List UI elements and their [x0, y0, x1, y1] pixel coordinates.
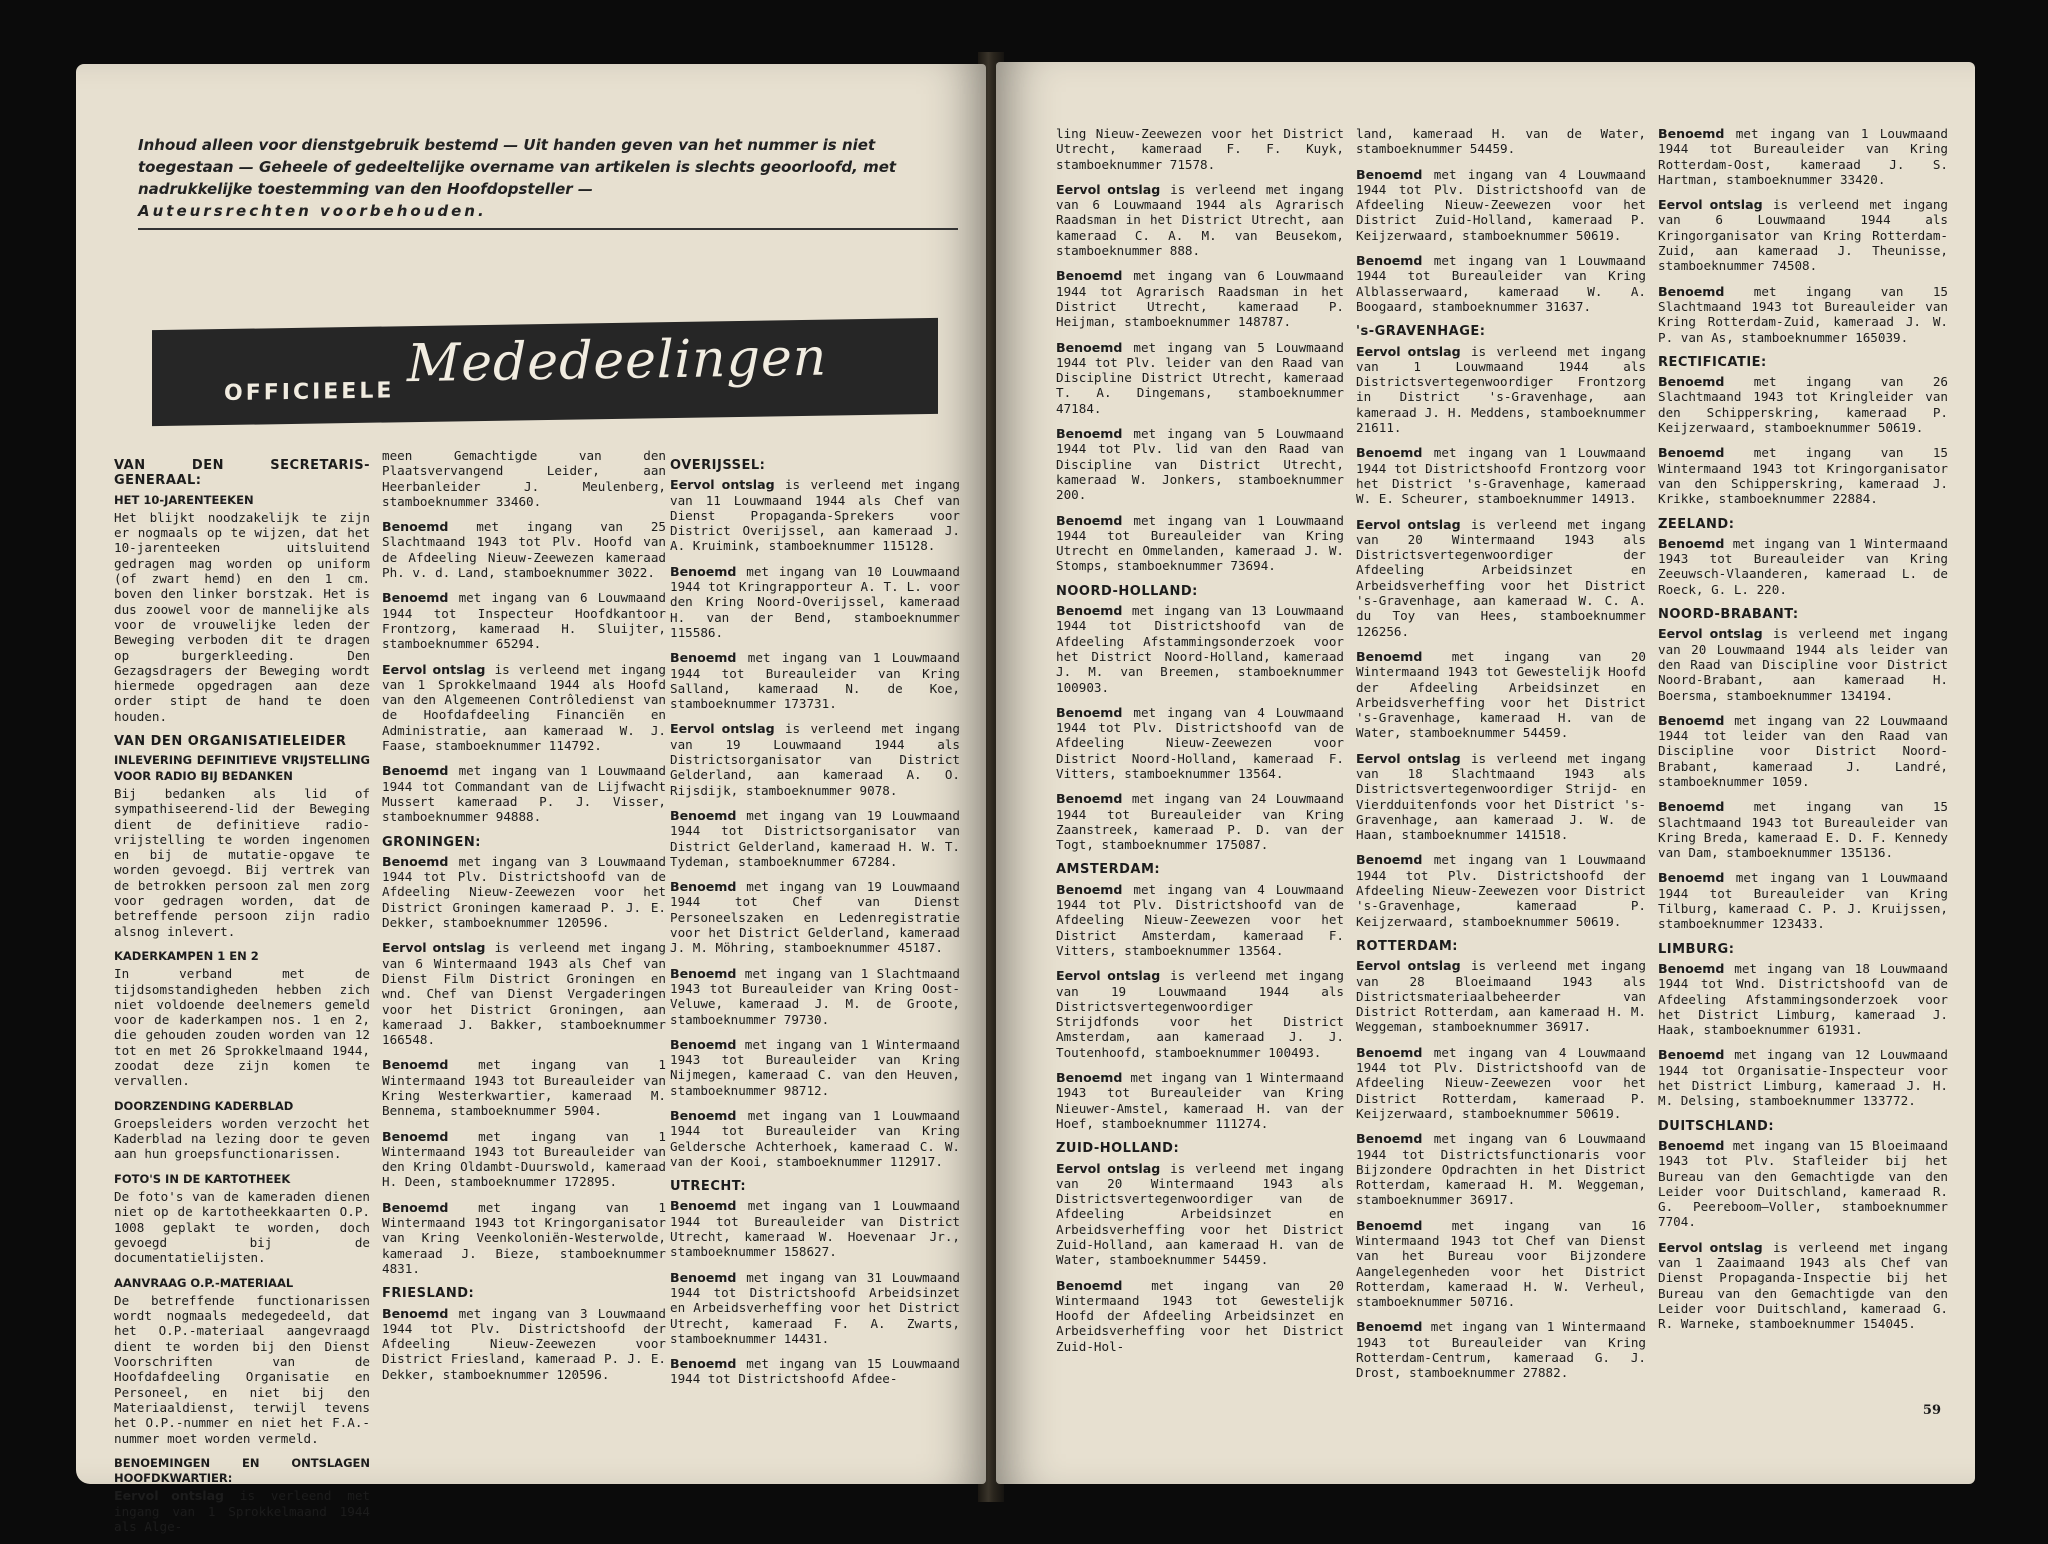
- lead-phrase: Eervol ontslag: [670, 477, 775, 493]
- paragraph: Benoemd met ingang van 1 Louwmaand 1944 tot Bureauleider van Kring Rotterdam-Oost, kameraad J. S. Hartman, stamboeknummer 33420.: [1658, 126, 1948, 187]
- paragraph: Benoemd met ingang van 4 Louwmaand 1944 tot Plv. Districtshoofd van de Afdeeling Nieuw-Zeewezen voor het District Rotterdam, kameraad P. Keijzerwaard, stamboeknummer 50619.: [1356, 1044, 1646, 1121]
- paragraph: meen Gemachtigde van den Plaatsvervangend Leider, aan Heerbanleider J. Meulenberg, stamboeknummer 33460.: [382, 448, 666, 509]
- paragraph: Benoemd met ingang van 1 Louwmaand 1944 tot Bureauleider van Kring Alblasserwaard, kameraad W. A. Boogaard, stamboeknummer 31637.: [1356, 253, 1646, 314]
- paragraph: Benoemd met ingang van 1 Louwmaand 1944 tot Commandant van de Lijfwacht Mussert kameraad P. J. Visser, stamboeknummer 94888.: [382, 763, 666, 825]
- lead-phrase: Benoemd: [670, 879, 737, 895]
- paragraph: Benoemd met ingang van 4 Louwmaand 1944 tot Plv. Districtshoofd van de Afdeeling Nieuw-Zeewezen voor District Noord-Holland, kameraad F. Vitters, stamboeknummer 13564.: [1056, 704, 1344, 781]
- lead-phrase: Benoemd: [1658, 283, 1725, 299]
- lead-phrase: Benoemd: [1056, 704, 1123, 720]
- region-heading: ZEELAND:: [1658, 516, 1735, 532]
- lead-phrase: Benoemd: [1658, 1047, 1725, 1063]
- region-heading: NOORD-HOLLAND:: [1056, 583, 1198, 599]
- subheading: DOORZENDING KADERBLAD: [114, 1098, 294, 1113]
- banner-prefix: OFFICIEELE: [224, 378, 395, 407]
- paragraph: Benoemd met ingang van 4 Louwmaand 1944 tot Plv. Districtshoofd van de Afdeeling Nieuw-Zeewezen voor het District Zuid-Holland, kameraad P. Keijzerwaard, stamboeknummer 50619.: [1356, 166, 1646, 243]
- paragraph: Benoemd met ingang van 5 Louwmaand 1944 tot Plv. lid van den Raad van Discipline van District Utrecht, kameraad W. Jonkers, stamboeknummer 200.: [1056, 426, 1344, 503]
- lead-phrase: Eervol ontslag: [670, 721, 775, 737]
- header-notice: [138, 134, 968, 230]
- region-heading: FRIESLAND:: [382, 1286, 475, 1302]
- region-heading: 's-GRAVENHAGE:: [1356, 324, 1486, 340]
- lead-phrase: Eervol ontslag: [1658, 1239, 1763, 1255]
- lead-phrase: Benoemd: [1056, 881, 1123, 897]
- paragraph: Eervol ontslag is verleend met ingang van 20 Wintermaand 1943 als Districtsvertegenwoordiger der Afdeeling Arbeidsinzet en Arbeidsverheffing voor het District 's-Gravenhage, aan kameraad W. C. A. du Toy van Hees, stamboeknummer 126256.: [1356, 516, 1647, 639]
- paragraph: Benoemd met ingang van 15 Wintermaand 1943 tot Kringorganisator van den Schipperskring, kameraad J. Krikke, stamboeknummer 22884.: [1658, 445, 1948, 507]
- lead-phrase: Eervol ontslag: [1056, 1160, 1161, 1176]
- lead-phrase: Benoemd: [1356, 1217, 1423, 1233]
- lead-phrase: Benoemd: [670, 1356, 737, 1372]
- paragraph: Het blijkt noodzakelijk te zijn er nogmaals op te wijzen, dat het 10-jarenteeken uitsluitend gedragen mag worden op uniform (of zwart hemd) en den 1 cm. boven den linker borstzak. Het is dus zoowel voor de mannelijke als voor de vrouwelijke leden der Beweging verboden dit te dragen op burgerkleeding. Den Gezagsdragers der Beweging wordt hiermede opgedragen aan deze order stipt de hand te doen houden.: [114, 509, 370, 724]
- lead-phrase: Eervol ontslag: [1356, 750, 1461, 766]
- title-banner: [152, 318, 938, 426]
- paragraph: Benoemd met ingang van 15 Slachtmaand 1943 tot Bureauleider van Kring Rotterdam-Zuid, kameraad J. W. P. van As, stamboeknummer 165039.: [1658, 283, 1948, 345]
- region-heading: OVERIJSSEL:: [670, 458, 766, 473]
- lead-phrase: Benoemd: [670, 807, 737, 823]
- right-column-2: [1356, 126, 1646, 1391]
- lead-phrase: Eervol ontslag: [114, 1488, 225, 1504]
- paragraph: Benoemd met ingang van 1 Wintermaand 1943 tot Bureauleider van den Kring Oldambt-Duurswold, kameraad H. Deen, stamboeknummer 172895.: [382, 1128, 666, 1190]
- paragraph: Eervol ontslag is verleend met ingang van 1 Louwmaand 1944 als Districtsvertegenwoordiger Frontzorg in District 's-Gravenhage, aan kameraad J. H. Meddens, stamboeknummer 21611.: [1356, 343, 1647, 436]
- lead-phrase: Benoemd: [1356, 852, 1423, 868]
- lead-phrase: Benoemd: [1356, 1319, 1423, 1335]
- paragraph: Eervol ontslag is verleend met ingang van 1 Sprokkelmaand 1944 als Hoofd van den Algemeenen Contrôledienst van de Hoofdafdeeling Financiën en Administratie, aan kameraad W. J. Faase, stamboeknummer 114792.: [382, 661, 667, 754]
- lead-phrase: Benoemd: [670, 563, 737, 579]
- paragraph: Benoemd met ingang van 1 Wintermaand 1943 tot Bureauleider van Kring Zeeuwsch-Vlaanderen, kameraad L. de Roeck, G. L. 220.: [1658, 535, 1948, 597]
- lead-phrase: Benoemd: [670, 1036, 737, 1052]
- lead-phrase: Benoemd: [382, 1199, 449, 1215]
- lead-phrase: Benoemd: [382, 763, 449, 779]
- paragraph: Benoemd met ingang van 3 Louwmaand 1944 tot Plv. Districtshoofd der Afdeeling Nieuw-Zeewezen voor District Friesland, kameraad P. J. E. Dekker, stamboeknummer 120596.: [382, 1305, 666, 1382]
- lead-phrase: Benoemd: [382, 590, 449, 606]
- paragraph: Benoemd met ingang van 24 Louwmaand 1944 tot Bureauleider van Kring Zaanstreek, kameraad P. D. van der Togt, stamboeknummer 175087.: [1056, 791, 1344, 853]
- paragraph: Benoemd met ingang van 3 Louwmaand 1944 tot Plv. Districtshoofd van de Afdeeling Nieuw-Zeewezen voor het District Groningen kameraad P. J. E. Dekker, stamboeknummer 120596.: [382, 853, 666, 931]
- subheading: AANVRAAG O.P.-MATERIAAL: [114, 1275, 294, 1290]
- paragraph: Benoemd met ingang van 31 Louwmaand 1944 tot Districtshoofd Arbeidsinzet en Arbeidsverheffing voor het District Utrecht, kameraad F. A. Zwarts, stamboeknummer 14431.: [670, 1269, 960, 1346]
- paragraph: Benoemd met ingang van 20 Wintermaand 1943 tot Gewestelijk Hoofd der Afdeeling Arbeidsinzet en Arbeidsverheffing voor het District 's-Gravenhage, kameraad H. van de Water, stamboeknummer 54459.: [1356, 648, 1646, 741]
- paragraph: In verband met de tijdsomstandigheden hebben zich niet voldoende deelnemers gemeld voor de kaderkampen nos. 1 en 2, die gehouden zouden worden van 12 tot en met 26 Sprokkelmaand 1944, zoodat deze zijn komen te vervallen.: [114, 966, 370, 1089]
- paragraph: Benoemd met ingang van 1 Wintermaand 1943 tot Bureauleider van Kring Rotterdam-Centrum, kameraad G. J. Drost, stamboeknummer 27882.: [1356, 1319, 1646, 1381]
- lead-phrase: Benoemd: [1658, 126, 1725, 141]
- paragraph: ling Nieuw-Zeewezen voor het District Utrecht, kameraad F. F. Kuyk, stamboeknummer 71578.: [1056, 126, 1344, 172]
- lead-phrase: Benoemd: [1658, 799, 1725, 815]
- region-heading: RECTIFICATIE:: [1658, 354, 1767, 370]
- paragraph: Benoemd met ingang van 1 Wintermaand 1943 tot Bureauleider van Kring Westerkwartier, kameraad M. Bennema, stamboeknummer 5904.: [382, 1057, 666, 1119]
- lead-phrase: Eervol ontslag: [1658, 626, 1763, 642]
- region-heading: NOORD-BRABANT:: [1658, 607, 1799, 623]
- paragraph: Eervol ontslag is verleend met ingang van 6 Louwmaand 1944 als Agrarisch Raadsman in het District Utrecht, aan kameraad C. A. M. van Beusekom, stamboeknummer 888.: [1056, 181, 1344, 259]
- paragraph: Benoemd met ingang van 1 Wintermaand 1943 tot Bureauleider van Kring Nijmegen, kameraad C. van den Heuven, stamboeknummer 98712.: [670, 1036, 960, 1098]
- subheading: HET 10-JARENTEEKEN: [114, 492, 254, 507]
- left-page: [76, 64, 986, 1534]
- banner-title: Mededeelingen: [407, 327, 828, 395]
- lead-phrase: Benoemd: [670, 1198, 737, 1214]
- lead-phrase: Benoemd: [670, 1269, 737, 1285]
- lead-phrase: Benoemd: [1658, 374, 1725, 390]
- region-heading: AMSTERDAM:: [1056, 862, 1161, 878]
- paragraph: De betreffende functionarissen wordt nogmaals medegedeeld, dat het O.P.-materiaal aangevraagd dient te worden bij den Dienst Voorschriften van de Hoofdafdeeling Organisatie en Personeel, en niet bij den Materiaaldienst, terwijl tevens het O.P.-nummer en niet het F.A.-nummer moet worden vermeld.: [114, 1292, 370, 1446]
- lead-phrase: Benoemd: [382, 1057, 449, 1073]
- paragraph: Benoemd met ingang van 15 Slachtmaand 1943 tot Bureauleider van Kring Breda, kameraad E. D. F. Kennedy van Dam, stamboeknummer 135136.: [1658, 799, 1948, 861]
- lead-phrase: Benoemd: [1356, 1044, 1423, 1060]
- paragraph: Benoemd met ingang van 19 Louwmaand 1944 tot Districtsorganisator van District Gelderland, kameraad H. W. T. Tydeman, stamboeknummer 67284.: [670, 807, 960, 869]
- paragraph: Benoemd met ingang van 6 Louwmaand 1944 tot Agrarisch Raadsman in het District Utrecht, kameraad P. Heijman, stamboeknummer 148787.: [1056, 268, 1344, 330]
- lead-phrase: Benoemd: [382, 853, 449, 869]
- lead-phrase: Eervol ontslag: [382, 661, 486, 677]
- paragraph: Eervol ontslag is verleend met ingang van 28 Bloeimaand 1943 als Districtsmateriaalbeheerder van District Rotterdam, aan kameraad H. M. Weggeman, stamboeknummer 36917.: [1356, 958, 1647, 1035]
- paragraph: Benoemd met ingang van 12 Louwmaand 1944 tot Organisatie-Inspecteur voor het District Limburg, kameraad J. H. M. Delsing, stamboeknummer 133772.: [1658, 1047, 1948, 1109]
- paragraph: Benoemd met ingang van 1 Wintermaand 1943 tot Kringorganisator van Kring Veenkoloniën-Westerwolde, kameraad J. Bieze, stamboeknummer 4831.: [382, 1199, 666, 1276]
- right-column-1: [1056, 126, 1344, 1364]
- paragraph: Eervol ontslag is verleend met ingang van 19 Louwmaand 1944 als Districtsvertegenwoordiger Strijdfonds voor het District Amsterdam, aan kameraad J. J. Toutenhoofd, stamboeknummer 100493.: [1056, 968, 1344, 1060]
- region-heading: ROTTERDAM:: [1356, 938, 1458, 954]
- right-page: [996, 62, 1975, 1484]
- paragraph: Benoemd met ingang van 4 Louwmaand 1944 tot Plv. Districtshoofd van de Afdeeling Nieuw-Zeewezen voor het District Amsterdam, kameraad F. Vitters, stamboeknummer 13564.: [1056, 881, 1344, 958]
- paragraph: land, kameraad H. van de Water, stamboeknummer 54459.: [1356, 126, 1646, 157]
- lead-phrase: Benoemd: [1056, 512, 1123, 528]
- left-column-3: [670, 448, 960, 1397]
- lead-phrase: Benoemd: [1056, 791, 1123, 807]
- lead-phrase: Benoemd: [670, 965, 737, 981]
- lead-phrase: Benoemd: [1658, 445, 1725, 461]
- right-column-3: [1658, 126, 1948, 1341]
- lead-phrase: Eervol ontslag: [1056, 968, 1161, 984]
- lead-phrase: Eervol ontslag: [1056, 181, 1161, 197]
- lead-phrase: Benoemd: [1056, 268, 1123, 284]
- paragraph: Eervol ontslag is verleend met ingang van 18 Slachtmaand 1943 als Districtsvertegenwoordiger Strijd- en Vierdduitenfonds voor het District 's-Gravenhage, aan kameraad J. W. de Haan, stamboeknummer 141518.: [1356, 750, 1647, 843]
- paragraph: Benoemd met ingang van 15 Bloeimaand 1943 tot Plv. Stafleider bij het Bureau van den Gemachtigde van den Leider voor Duitschland, kameraad R. G. Peereboom—Voller, stamboeknummer 7704.: [1658, 1137, 1948, 1230]
- region-heading: ZUID-HOLLAND:: [1056, 1141, 1180, 1157]
- region-heading: GRONINGEN:: [382, 834, 481, 850]
- lead-phrase: Benoemd: [1056, 603, 1123, 619]
- paragraph: Benoemd met ingang van 25 Slachtmaand 1943 tot Plv. Hoofd van de Afdeeling Nieuw-Zeewezen kameraad Ph. v. d. Land, stamboeknummer 3022.: [382, 519, 666, 581]
- region-heading: LIMBURG:: [1658, 941, 1735, 957]
- paragraph: Benoemd met ingang van 26 Slachtmaand 1943 tot Kringleider van den Schipperskring, kameraad P. Keijzerwaard, stamboeknummer 50619.: [1658, 374, 1948, 436]
- paragraph: Groepsleiders worden verzocht het Kaderblad na lezing door te geven aan hun groepsfunctionarissen.: [114, 1115, 370, 1162]
- paragraph: Benoemd met ingang van 19 Louwmaand 1944 tot Chef van Dienst Personeelszaken en Ledenregistratie voor het District Gelderland, kameraad J. M. Möhring, stamboeknummer 45187.: [670, 879, 960, 956]
- lead-phrase: Benoemd: [1356, 166, 1423, 182]
- paragraph: Eervol ontslag is verleend met ingang van 1 Sprokkelmaand 1944 als Alge-: [114, 1488, 370, 1534]
- lead-phrase: Benoemd: [1356, 1131, 1423, 1147]
- lead-phrase: Eervol ontslag: [1658, 197, 1763, 213]
- lead-phrase: Benoemd: [1356, 445, 1423, 461]
- left-column-1: [114, 448, 370, 1544]
- paragraph: Benoemd met ingang van 1 Louwmaand 1944 tot Districtshoofd Frontzorg voor het District 's-Gravenhage, kameraad W. E. Scheurer, stamboeknummer 14913.: [1356, 445, 1646, 507]
- paragraph: Eervol ontslag is verleend met ingang van 20 Wintermaand 1943 als Districtsvertegenwoordiger van de Afdeeling Arbeidsinzet en Arbeidsverheffing voor het District Zuid-Holland, aan kameraad H. van de Water, stamboeknummer 54459.: [1056, 1160, 1344, 1268]
- lead-phrase: Benoemd: [1056, 426, 1123, 442]
- lead-phrase: Benoemd: [1356, 253, 1423, 269]
- paragraph: Bij bedanken als lid of sympathiseerend-lid der Beweging dient de definitieve radio-vrijstelling te worden ingenomen en bij de mutatie-opgave te worden gevoegd. Bij vertrek van de betrokken persoon zal men zorg voor gedragen worden, dat de betreffende persoon zijn radio alsnog inlevert.: [114, 785, 370, 939]
- lead-phrase: Eervol ontslag: [1356, 343, 1461, 359]
- lead-phrase: Benoemd: [1658, 535, 1725, 551]
- subheading: INLEVERING DEFINITIEVE VRIJSTELLING VOOR RADIO BIJ BEDANKEN: [114, 753, 370, 783]
- paragraph: Benoemd met ingang van 1 Louwmaand 1944 tot Bureauleider van Kring Tilburg, kameraad C. P. J. Kruijssen, stamboeknummer 123433.: [1658, 870, 1948, 932]
- lead-phrase: Benoemd: [1658, 960, 1725, 976]
- section-heading: VAN DEN SECRETARIS-GENERAAL:: [114, 458, 370, 489]
- lead-phrase: Benoemd: [1056, 1277, 1123, 1293]
- paragraph: Benoemd met ingang van 5 Louwmaand 1944 tot Plv. leider van den Raad van Discipline District Utrecht, kameraad T. A. Dingemans, stamboeknummer 47184.: [1056, 339, 1344, 416]
- paragraph: Benoemd met ingang van 6 Louwmaand 1944 tot Districtsfunctionaris voor Bijzondere Opdrachten in het District Rotterdam, kameraad H. M. Weggeman, stamboeknummer 36917.: [1356, 1131, 1646, 1208]
- page-number: 59: [1922, 1403, 1941, 1418]
- paragraph: De foto's van de kameraden dienen niet op de kartotheekkaarten O.P. 1008 geplakt te worden, doch gevoegd bij de documentatielijsten.: [114, 1189, 370, 1266]
- lead-phrase: Eervol ontslag: [382, 940, 486, 956]
- subheading: KADERKAMPEN 1 EN 2: [114, 948, 259, 963]
- paragraph: Benoemd met ingang van 1 Wintermaand 1943 tot Bureauleider van Kring Nieuwer-Amstel, kameraad H. van der Hoef, stamboeknummer 111274.: [1056, 1070, 1344, 1131]
- paragraph: Benoemd met ingang van 1 Slachtmaand 1943 tot Bureauleider van Kring Oost-Veluwe, kameraad J. M. de Groote, stamboeknummer 79730.: [670, 965, 960, 1027]
- paragraph: Eervol ontslag is verleend met ingang van 6 Louwmaand 1944 als Kringorganisator van Kring Rotterdam-Zuid, aan kameraad J. Theunisse, stamboeknummer 74508.: [1658, 197, 1949, 274]
- lead-phrase: Benoemd: [1658, 870, 1725, 886]
- paragraph: Benoemd met ingang van 1 Louwmaand 1944 tot Bureauleider van Kring Salland, kameraad N. de Koe, stamboeknummer 173731.: [670, 650, 960, 712]
- lead-phrase: Benoemd: [1056, 339, 1123, 355]
- paragraph: Eervol ontslag is verleend met ingang van 19 Louwmaand 1944 als Districtsorganisator van District Gelderland, aan kameraad A. O. Rijsdijk, stamboeknummer 9078.: [670, 721, 961, 798]
- paragraph: Eervol ontslag is verleend met ingang van 6 Wintermaand 1943 als Chef van Dienst Film District Groningen en wnd. Chef van Dienst Vergaderingen voor het District Groningen, aan kameraad J. Bakker, stamboeknummer 166548.: [382, 940, 667, 1048]
- lead-phrase: Eervol ontslag: [1356, 958, 1461, 974]
- lead-phrase: Benoemd: [382, 1128, 449, 1144]
- paragraph: Benoemd met ingang van 20 Wintermaand 1943 tot Gewestelijk Hoofd der Afdeeling Arbeidsinzet en Arbeidsverheffing voor het District Zuid-Hol-: [1056, 1277, 1344, 1354]
- paragraph: Benoemd met ingang van 6 Louwmaand 1944 tot Inspecteur Hoofdkantoor Frontzorg, kameraad H. Sluijter, stamboeknummer 65294.: [382, 590, 666, 652]
- paragraph: Benoemd met ingang van 1 Louwmaand 1944 tot Bureauleider van Kring Utrecht en Ommelanden, kameraad J. W. Stomps, stamboeknummer 73694.: [1056, 512, 1344, 574]
- subheading: BENOEMINGEN EN ONTSLAGEN HOOFDKWARTIER:: [114, 1455, 370, 1486]
- region-heading: UTRECHT:: [670, 1179, 747, 1195]
- lead-phrase: Benoemd: [670, 650, 737, 666]
- paragraph: Eervol ontslag is verleend met ingang van 11 Louwmaand 1944 als Chef van Dienst Propaganda-Sprekers voor District Overijssel, aan kameraad J. A. Kruimink, stamboeknummer 115128.: [670, 477, 961, 554]
- paragraph: Benoemd met ingang van 18 Louwmaand 1944 tot Wnd. Districtshoofd van de Afdeeling Afstammingsonderzoek voor het District Limburg, kameraad J. Haak, stamboeknummer 61931.: [1658, 960, 1948, 1038]
- subheading: FOTO'S IN DE KARTOTHEEK: [114, 1171, 291, 1186]
- lead-phrase: Benoemd: [1658, 1137, 1725, 1153]
- paragraph: Benoemd met ingang van 15 Louwmaand 1944 tot Districtshoofd Afdee-: [670, 1356, 960, 1387]
- section-heading: VAN DEN ORGANISATIELEIDER: [114, 734, 347, 750]
- header-rule: [138, 228, 958, 230]
- paragraph: Benoemd met ingang van 16 Wintermaand 1943 tot Chef van Dienst van het Bureau voor Bijzondere Aangelegenheden voor het District Rotterdam, kameraad H. W. Verheul, stamboeknummer 50716.: [1356, 1217, 1646, 1310]
- paragraph: Benoemd met ingang van 1 Louwmaand 1944 tot Bureauleider van Kring Geldersche Achterhoek, kameraad C. W. van der Kooi, stamboeknummer 112917.: [670, 1107, 960, 1169]
- paragraph: Benoemd met ingang van 10 Louwmaand 1944 tot Kringrapporteur A. T. L. voor den Kring Noord-Overijssel, kameraad H. van der Bend, stamboeknummer 115586.: [670, 563, 960, 640]
- paragraph: Benoemd met ingang van 22 Louwmaand 1944 tot leider van den Raad van Discipline voor District Noord-Brabant, kameraad J. Landré, stamboeknummer 1059.: [1658, 712, 1948, 789]
- lead-phrase: Benoemd: [382, 519, 449, 535]
- notice-text: Inhoud alleen voor dienstgebruik bestemd — Uit handen geven van het nummer is niet toegestaan — Geheele of gedeeltelijke overname van artikelen is slechts geoorloofd, met nadrukkelijke toestemming van den Hoofdopsteller —: [138, 136, 897, 198]
- copyright-text: Auteursrechten voorbehouden.: [138, 202, 487, 220]
- paragraph: Benoemd met ingang van 1 Louwmaand 1944 tot Bureauleider van District Utrecht, kameraad W. Hoevenaar Jr., stamboeknummer 158627.: [670, 1198, 960, 1260]
- region-heading: DUITSCHLAND:: [1658, 1118, 1775, 1134]
- lead-phrase: Eervol ontslag: [1356, 516, 1461, 532]
- paragraph: Benoemd met ingang van 13 Louwmaand 1944 tot Districtshoofd van de Afdeeling Afstammingsonderzoek voor het District Noord-Holland, kameraad J. M. van Breemen, stamboeknummer 100903.: [1056, 603, 1344, 695]
- lead-phrase: Benoemd: [1056, 1070, 1123, 1086]
- paragraph: Benoemd met ingang van 1 Louwmaand 1944 tot Plv. Districtshoofd der Afdeeling Nieuw-Zeewezen voor District 's-Gravenhage, kameraad P. Keijzerwaard, stamboeknummer 50619.: [1356, 852, 1646, 929]
- paragraph: Eervol ontslag is verleend met ingang van 20 Louwmaand 1944 als leider van den Raad van Discipline voor District Noord-Brabant, aan kameraad H. Boersma, stamboeknummer 134194.: [1658, 626, 1949, 703]
- paragraph: Eervol ontslag is verleend met ingang van 1 Zaaimaand 1943 als Chef van Dienst Propaganda-Inspectie bij het Bureau van den Gemachtigde van den Leider voor Duitschland, kameraad G. R. Warneke, stamboeknummer 154045.: [1658, 1239, 1949, 1332]
- lead-phrase: Benoemd: [1356, 648, 1423, 664]
- lead-phrase: Benoemd: [1658, 712, 1725, 728]
- lead-phrase: Benoemd: [670, 1107, 737, 1123]
- lead-phrase: Benoemd: [382, 1305, 449, 1321]
- left-column-2: [382, 448, 666, 1392]
